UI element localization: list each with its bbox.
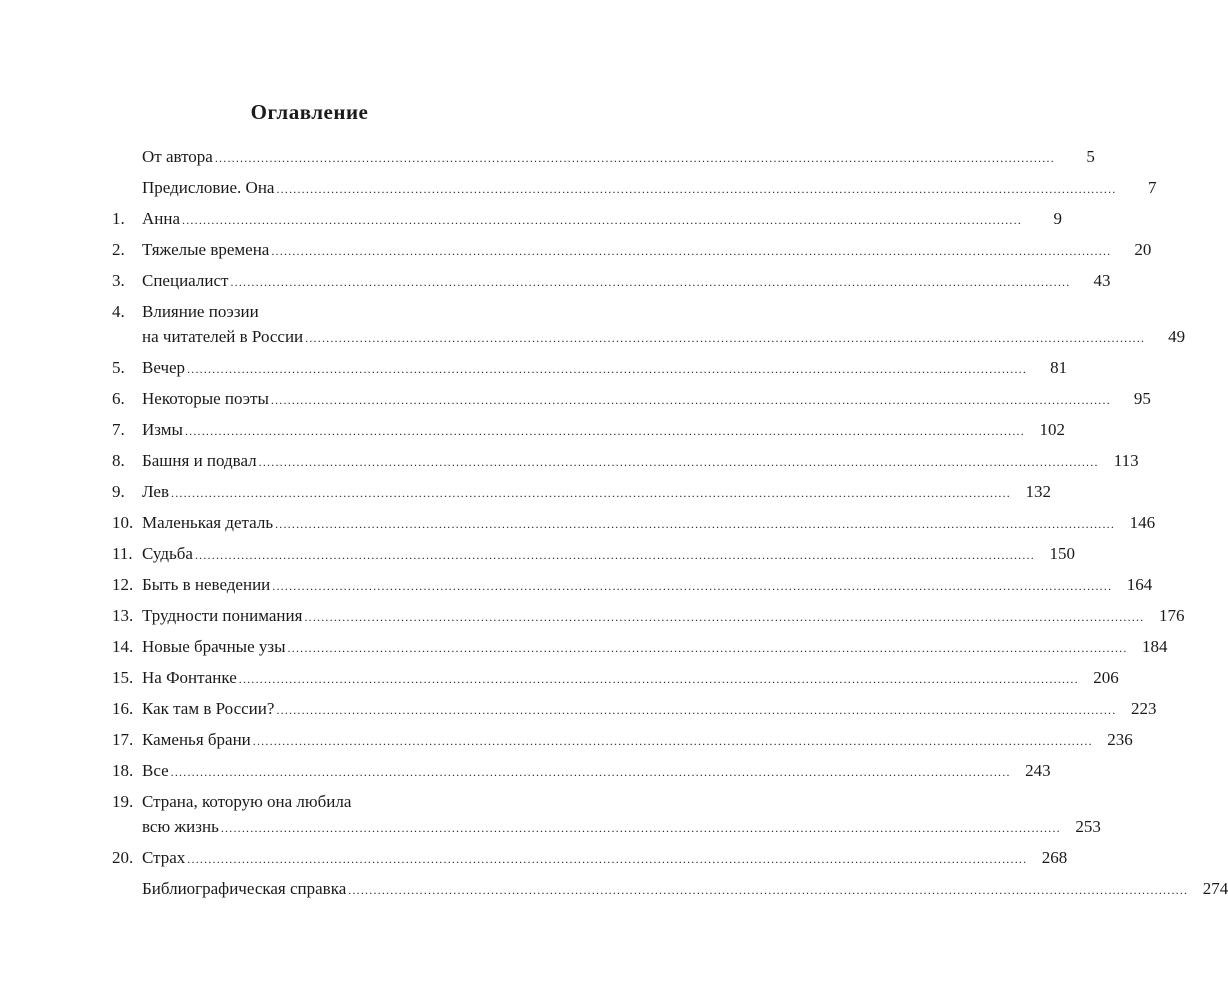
toc-entry-line <box>142 814 1101 841</box>
dot-leader: ........................................................................................................................................................................................................ <box>187 852 1028 866</box>
toc-entry-page-number: 176 <box>1158 606 1185 625</box>
toc-entry-page-number: 223 <box>1130 699 1157 718</box>
toc-entry-title: Судьба <box>142 544 193 563</box>
toc-entry-page-number: 5 <box>1086 147 1095 166</box>
toc-entry-line <box>142 355 1068 382</box>
toc-entry-page-number: 268 <box>1041 848 1068 867</box>
toc-entry-page-number: 81 <box>1050 358 1068 377</box>
toc-entry-body <box>142 268 1111 295</box>
toc-entry-page-number: 113 <box>1113 451 1139 470</box>
toc-entry-page-number: 146 <box>1129 513 1156 532</box>
toc-entry <box>0 727 1133 758</box>
toc-entry-body <box>142 696 1157 723</box>
dot-leader: ........................................................................................................................................................................................................ <box>230 275 1071 289</box>
toc-entry-body <box>142 572 1153 599</box>
toc-entry-number: 9. <box>112 482 125 501</box>
toc-entry-title: всю жизнь <box>142 817 219 836</box>
toc-entry-title: Тяжелые времена <box>142 240 270 259</box>
toc-entry-number: 12. <box>112 575 134 594</box>
toc-entry-title: Измы <box>142 420 183 439</box>
toc-entry-line <box>142 572 1153 599</box>
toc-entry <box>0 665 1119 696</box>
toc-entry-number: 3. <box>112 271 125 290</box>
toc-entry-line <box>142 237 1152 264</box>
toc-entry-body <box>142 510 1156 537</box>
toc-entry-number: 2. <box>112 240 125 259</box>
toc-entry-title: Маленькая деталь <box>142 513 274 532</box>
toc-entry-page-number: 150 <box>1049 544 1075 563</box>
toc-entry <box>0 845 1068 876</box>
dot-leader: ........................................................................................................................................................................................................ <box>287 641 1128 655</box>
dot-leader: ........................................................................................................................................................................................................ <box>258 455 1099 469</box>
toc-entry-body <box>142 758 1051 785</box>
toc-entry <box>0 572 1153 603</box>
toc-entry-title: Предисловие. Она <box>142 178 275 197</box>
dot-leader: ........................................................................................................................................................................................................ <box>171 486 1011 500</box>
toc-entry <box>0 355 1068 386</box>
toc-entry-page-number: 206 <box>1093 668 1119 687</box>
toc-entry-body <box>142 845 1068 872</box>
dot-leader: ........................................................................................................................................................................................................ <box>214 151 1055 165</box>
toc-entry-page-number: 95 <box>1133 389 1151 408</box>
toc-entry <box>0 175 1157 206</box>
toc-entry-line <box>142 479 1051 506</box>
dot-leader: ........................................................................................................................................................................................................ <box>184 424 1025 438</box>
toc-entry-title: на читателей в России <box>142 327 304 346</box>
toc-entry-body <box>142 417 1065 444</box>
toc-entry <box>0 758 1051 789</box>
toc-entry-page-number: 102 <box>1039 420 1065 439</box>
toc-entry-body <box>142 175 1157 202</box>
dot-leader: ........................................................................................................................................................................................................ <box>187 362 1028 376</box>
toc-entry-body <box>142 876 1228 903</box>
toc-entry-title: На Фонтанке <box>142 668 237 687</box>
toc-entry-number: 17. <box>112 730 134 749</box>
dot-leader: ........................................................................................................................................................................................................ <box>194 548 1035 562</box>
toc-entry-page-number: 49 <box>1168 327 1186 346</box>
toc-entry <box>0 237 1152 268</box>
toc-entry <box>0 634 1168 665</box>
toc-entry <box>0 386 1151 417</box>
toc-entry-number: 20. <box>112 848 134 867</box>
toc-entry-line <box>142 175 1157 202</box>
toc-entry-line <box>142 634 1168 661</box>
toc-entry-title: Анна <box>142 209 181 228</box>
toc-entry-title: Как там в России? <box>142 699 275 718</box>
dot-leader: ........................................................................................................................................................................................................ <box>238 672 1079 686</box>
toc-entry <box>0 299 1186 355</box>
toc-entry-body <box>142 355 1068 382</box>
toc-entry-number: 18. <box>112 761 134 780</box>
toc-entry-number: 15. <box>112 668 134 687</box>
dot-leader: ........................................................................................................................................................................................................ <box>271 244 1112 258</box>
toc-entry <box>0 876 1228 907</box>
toc-entry-page-number: 7 <box>1147 178 1157 197</box>
toc-entry-title: Страх <box>142 848 186 867</box>
dot-leader: ........................................................................................................................................................................................................ <box>276 703 1117 717</box>
toc-entry-body <box>142 665 1119 692</box>
toc-entry-page-number: 164 <box>1126 575 1153 594</box>
toc-entry-page-number: 9 <box>1053 209 1063 228</box>
toc-entry-number: 8. <box>112 451 125 470</box>
toc-entry-title-line: Влияние поэзии <box>142 302 259 321</box>
dot-leader: ........................................................................................................................................................................................................ <box>276 182 1117 196</box>
toc-entry-body <box>142 299 1186 351</box>
toc-entry-body <box>142 603 1185 630</box>
toc-entry-body <box>142 206 1063 233</box>
toc-entry-number: 16. <box>112 699 134 718</box>
toc-entry-line <box>142 448 1139 475</box>
toc-entry-body <box>142 448 1139 475</box>
toc-entry <box>0 510 1156 541</box>
toc-entry-title: Каменья брани <box>142 730 251 749</box>
toc-entry-title: От автора <box>142 147 213 166</box>
toc-entry-title: Некоторые поэты <box>142 389 269 408</box>
toc-entry-line <box>142 665 1119 692</box>
toc-entry-title: Башня и подвал <box>142 451 257 470</box>
toc-entry-number: 7. <box>112 420 125 439</box>
toc-entry-line <box>142 876 1228 903</box>
toc-entry-body <box>142 634 1168 661</box>
toc-entry-line <box>142 144 1095 171</box>
dot-leader: ........................................................................................................................................................................................................ <box>170 765 1011 779</box>
dot-leader: ........................................................................................................................................................................................................ <box>252 734 1093 748</box>
toc-entry-number: 4. <box>112 302 125 321</box>
toc-entry-page-number: 132 <box>1025 482 1051 501</box>
dot-leader: ........................................................................................................................................................................................................ <box>220 821 1061 835</box>
toc-entry <box>0 479 1051 510</box>
toc-entry-page-number: 20 <box>1134 240 1152 259</box>
toc-entry-page-number: 184 <box>1142 637 1168 656</box>
toc-entry-title: Библиографическая справка <box>142 879 347 898</box>
dot-leader: ........................................................................................................................................................................................................ <box>304 610 1145 624</box>
toc-entry-line <box>142 541 1075 568</box>
toc-entry-number: 13. <box>112 606 134 625</box>
toc-entry-page-number: 243 <box>1025 761 1051 780</box>
toc-entry-title: Новые брачные узы <box>142 637 286 656</box>
toc-entry <box>0 144 1095 175</box>
toc-entry-title: Все <box>142 761 169 780</box>
toc-entry-body <box>142 789 1101 841</box>
toc-entry <box>0 417 1065 448</box>
toc-title: Оглавление <box>250 100 369 124</box>
dot-leader: ........................................................................................................................................................................................................ <box>272 579 1113 593</box>
toc-entry-body <box>142 386 1151 413</box>
toc-entry-line <box>142 417 1065 444</box>
dot-leader: ........................................................................................................................................................................................................ <box>275 517 1116 531</box>
toc-entry-number: 19. <box>112 792 134 811</box>
toc-entry-body <box>142 237 1152 264</box>
toc-entry <box>0 268 1111 299</box>
dot-leader: ........................................................................................................................................................................................................ <box>348 883 1189 897</box>
toc-entry <box>0 448 1139 479</box>
toc-entry-number: 1. <box>112 209 125 228</box>
dot-leader: ........................................................................................................................................................................................................ <box>305 331 1146 345</box>
toc-entry <box>0 789 1101 845</box>
toc-entry-number: 11. <box>112 544 133 563</box>
toc-entry-title: Вечер <box>142 358 186 377</box>
toc-entry <box>0 696 1157 727</box>
dot-leader: ........................................................................................................................................................................................................ <box>270 393 1111 407</box>
toc-entry-number: 10. <box>112 513 134 532</box>
toc-entry-line <box>142 758 1051 785</box>
toc-entry-number: 6. <box>112 389 125 408</box>
toc-entry <box>0 206 1063 237</box>
toc-entry-title-line: Страна, которую она любила <box>142 792 352 811</box>
toc-entry-page-number: 274 <box>1202 879 1228 898</box>
toc-entry-line <box>142 386 1151 413</box>
toc-entry-line <box>142 845 1068 872</box>
toc-entry <box>0 603 1185 634</box>
toc-entry-body <box>142 479 1051 506</box>
toc-entry-line <box>142 324 1186 351</box>
toc-entry-title: Специалист <box>142 271 229 290</box>
toc-entry-title: Трудности понимания <box>142 606 303 625</box>
toc-entry-line <box>142 603 1185 630</box>
toc-entry-line <box>142 268 1111 295</box>
toc-entry-title: Быть в неведении <box>142 575 271 594</box>
toc-entry-body <box>142 541 1075 568</box>
toc-list <box>0 144 1228 907</box>
toc-entry-body <box>142 144 1095 171</box>
toc-entry-number: 5. <box>112 358 125 377</box>
toc-entry-page-number: 253 <box>1075 817 1101 836</box>
toc-entry-page-number: 43 <box>1093 271 1111 290</box>
toc-entry-number: 14. <box>112 637 134 656</box>
dot-leader: ........................................................................................................................................................................................................ <box>182 213 1023 227</box>
toc-entry-line <box>142 510 1156 537</box>
toc-entry-line <box>142 727 1133 754</box>
toc-entry-title: Лев <box>142 482 169 501</box>
toc-entry-line <box>142 696 1157 723</box>
toc-entry <box>0 541 1075 572</box>
toc-entry-line <box>142 206 1063 233</box>
toc-entry-page-number: 236 <box>1107 730 1133 749</box>
toc-entry-body <box>142 727 1133 754</box>
